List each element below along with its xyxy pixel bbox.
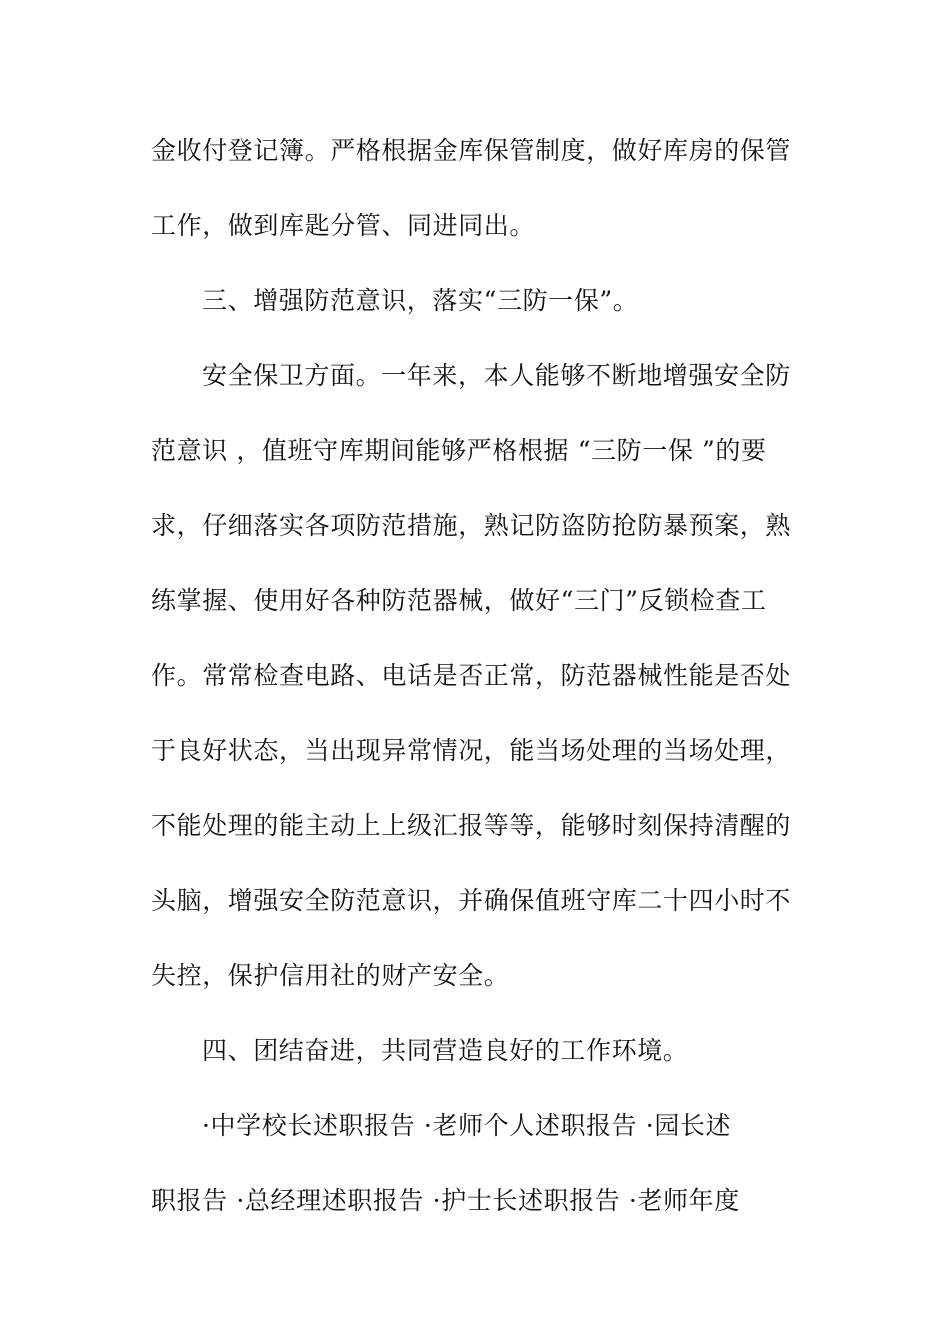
- related-links-line[interactable]: 职报告 ·总经理述职报告 ·护士长述职报告 ·老师年度: [151, 1186, 740, 1215]
- body-line: 于良好状态，当出现异常情况，能当场处理的当场处理，: [151, 736, 792, 765]
- body-line: 作。常常检查电路、电话是否正常，防范器械性能是否处: [151, 661, 792, 690]
- body-line: 不能处理的能主动上上级汇报等等，能够时刻保持清醒的: [151, 811, 792, 840]
- body-line: 范意识 ，值班守库期间能够严格根据 “三防一保 ”的要: [151, 436, 767, 465]
- body-line: 安全保卫方面。一年来，本人能够不断地增强安全防: [202, 361, 791, 390]
- body-line: 求，仔细落实各项防范措施，熟记防盗防抢防暴预案，熟: [151, 511, 792, 540]
- section-heading: 四、团结奋进，共同营造良好的工作环境。: [202, 1036, 689, 1065]
- body-line: 工作，做到库匙分管、同进同出。: [151, 211, 536, 240]
- body-line: 头脑，增强安全防范意识，并确保值班守库二十四小时不: [151, 886, 792, 915]
- body-line: 练掌握、使用好各种防范器械，做好“三门”反锁检查工: [151, 586, 767, 615]
- body-line: 失控，保护信用社的财产安全。: [151, 961, 510, 990]
- related-links-line[interactable]: ·中学校长述职报告 ·老师个人述职报告 ·园长述: [202, 1111, 732, 1140]
- body-line: 金收付登记簿。严格根据金库保管制度，做好库房的保管: [151, 136, 792, 165]
- section-heading: 三、增强防范意识，落实“三防一保”。: [202, 286, 639, 315]
